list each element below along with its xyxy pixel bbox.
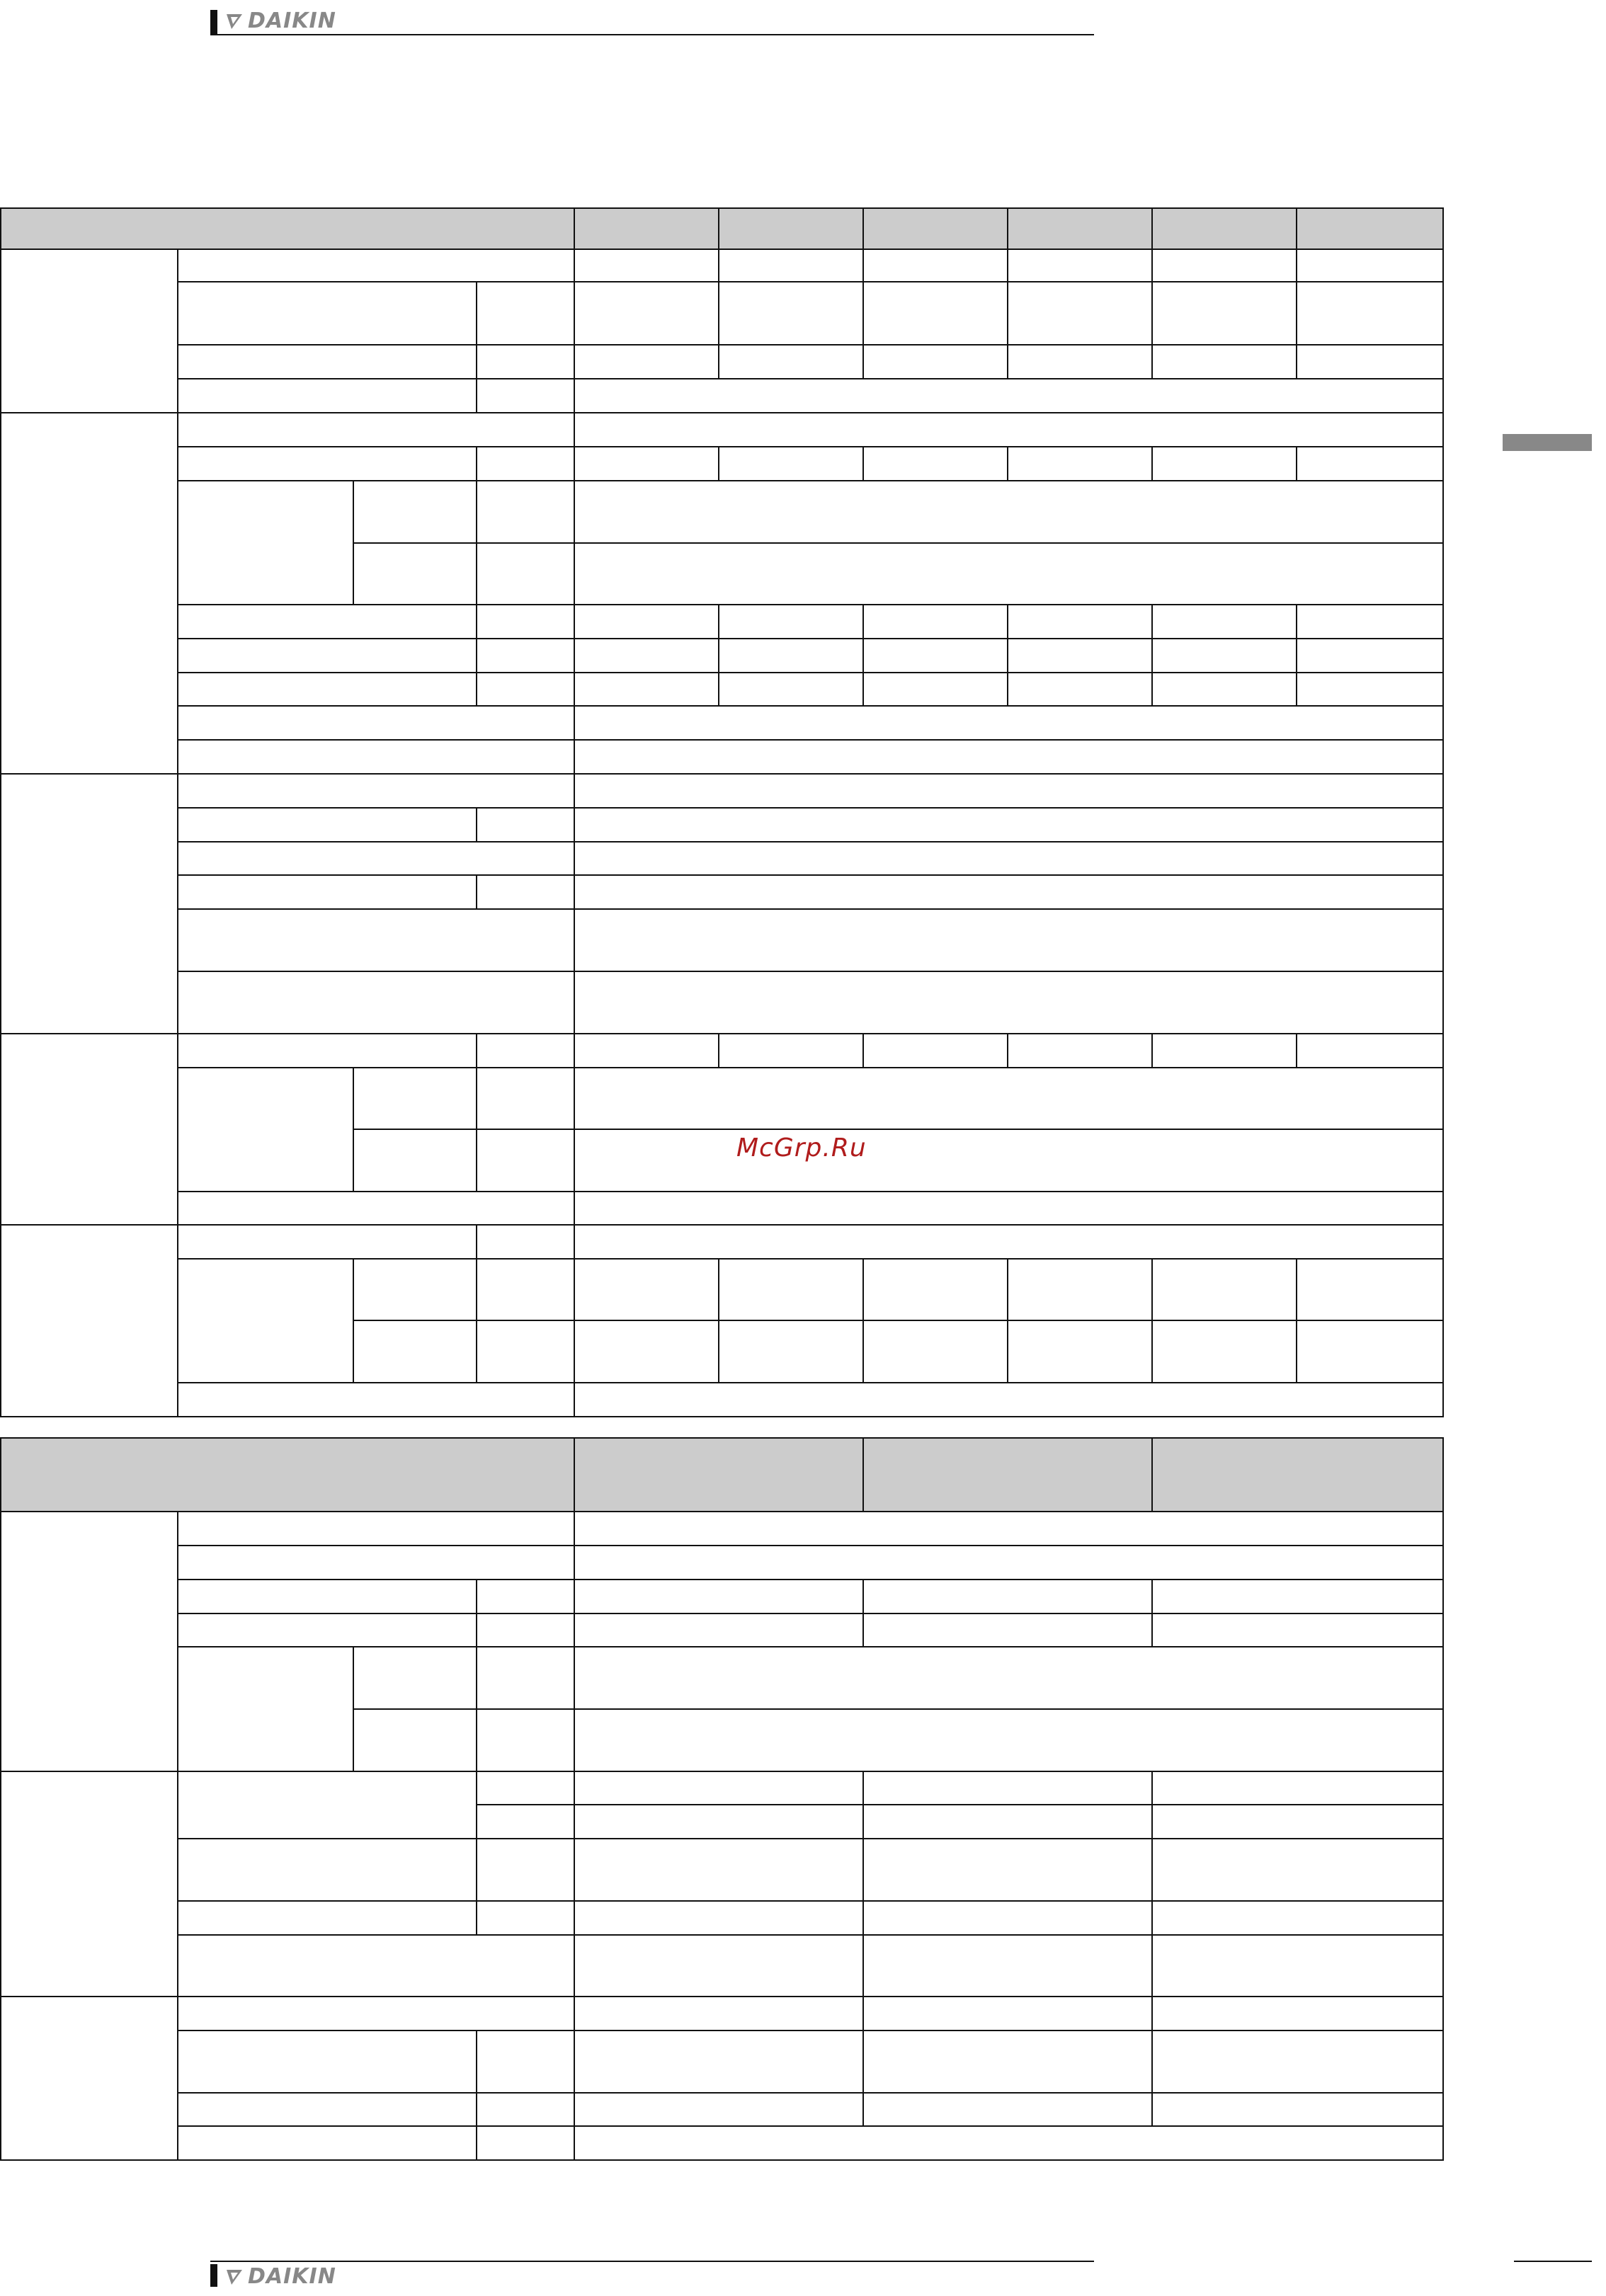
spec-table-1 (0, 207, 1444, 1417)
table-header-row (1, 1438, 1443, 1512)
daikin-delta-icon (225, 2268, 244, 2286)
table-row (1, 774, 1443, 808)
page-number-rule (1514, 2261, 1592, 2262)
watermark: McGrp.Ru (736, 1133, 867, 1163)
table-row (1, 1225, 1443, 1259)
table-row (1, 808, 1443, 842)
table-row (1, 1614, 1443, 1647)
table-row (1, 1771, 1443, 1805)
footer-brand: DAIKIN (248, 2264, 336, 2289)
table-row (1, 706, 1443, 740)
table-row (1, 2031, 1443, 2093)
footer-logo (225, 2264, 336, 2289)
table-row (1, 413, 1443, 447)
table-row (1, 1901, 1443, 1935)
header-logo (225, 8, 336, 33)
footer-rule (210, 2261, 1094, 2262)
table-row (1, 1647, 1443, 1709)
section-tab-marker (1503, 434, 1592, 451)
table-row (1, 2093, 1443, 2126)
table-row (1, 1839, 1443, 1901)
header-rule (210, 34, 1094, 35)
table-row (1, 875, 1443, 909)
table-row (1, 345, 1443, 379)
table-row (1, 249, 1443, 282)
table-row (1, 379, 1443, 413)
daikin-delta-icon (225, 12, 244, 30)
table-row (1, 1034, 1443, 1068)
table-row (1, 1935, 1443, 1997)
table-row (1, 481, 1443, 543)
table-row (1, 673, 1443, 706)
table-row (1, 1259, 1443, 1320)
table-row (1, 1068, 1443, 1129)
table-row (1, 1512, 1443, 1546)
table-row (1, 909, 1443, 971)
header-accent-bar (210, 10, 217, 35)
spec-table-2 (0, 1437, 1444, 2161)
table-row (1, 971, 1443, 1034)
table-row (1, 447, 1443, 481)
footer-accent-bar (210, 2264, 217, 2287)
table-row (1, 1546, 1443, 1580)
table-header-row (1, 208, 1443, 249)
table-row (1, 2126, 1443, 2160)
table-row (1, 1383, 1443, 1417)
table-row (1, 1192, 1443, 1225)
header-brand: DAIKIN (248, 8, 336, 33)
table-row (1, 1580, 1443, 1614)
table-row (1, 605, 1443, 639)
table-row (1, 740, 1443, 774)
table-row (1, 282, 1443, 345)
table-row (1, 1997, 1443, 2031)
table-row (1, 842, 1443, 875)
table-row (1, 639, 1443, 673)
